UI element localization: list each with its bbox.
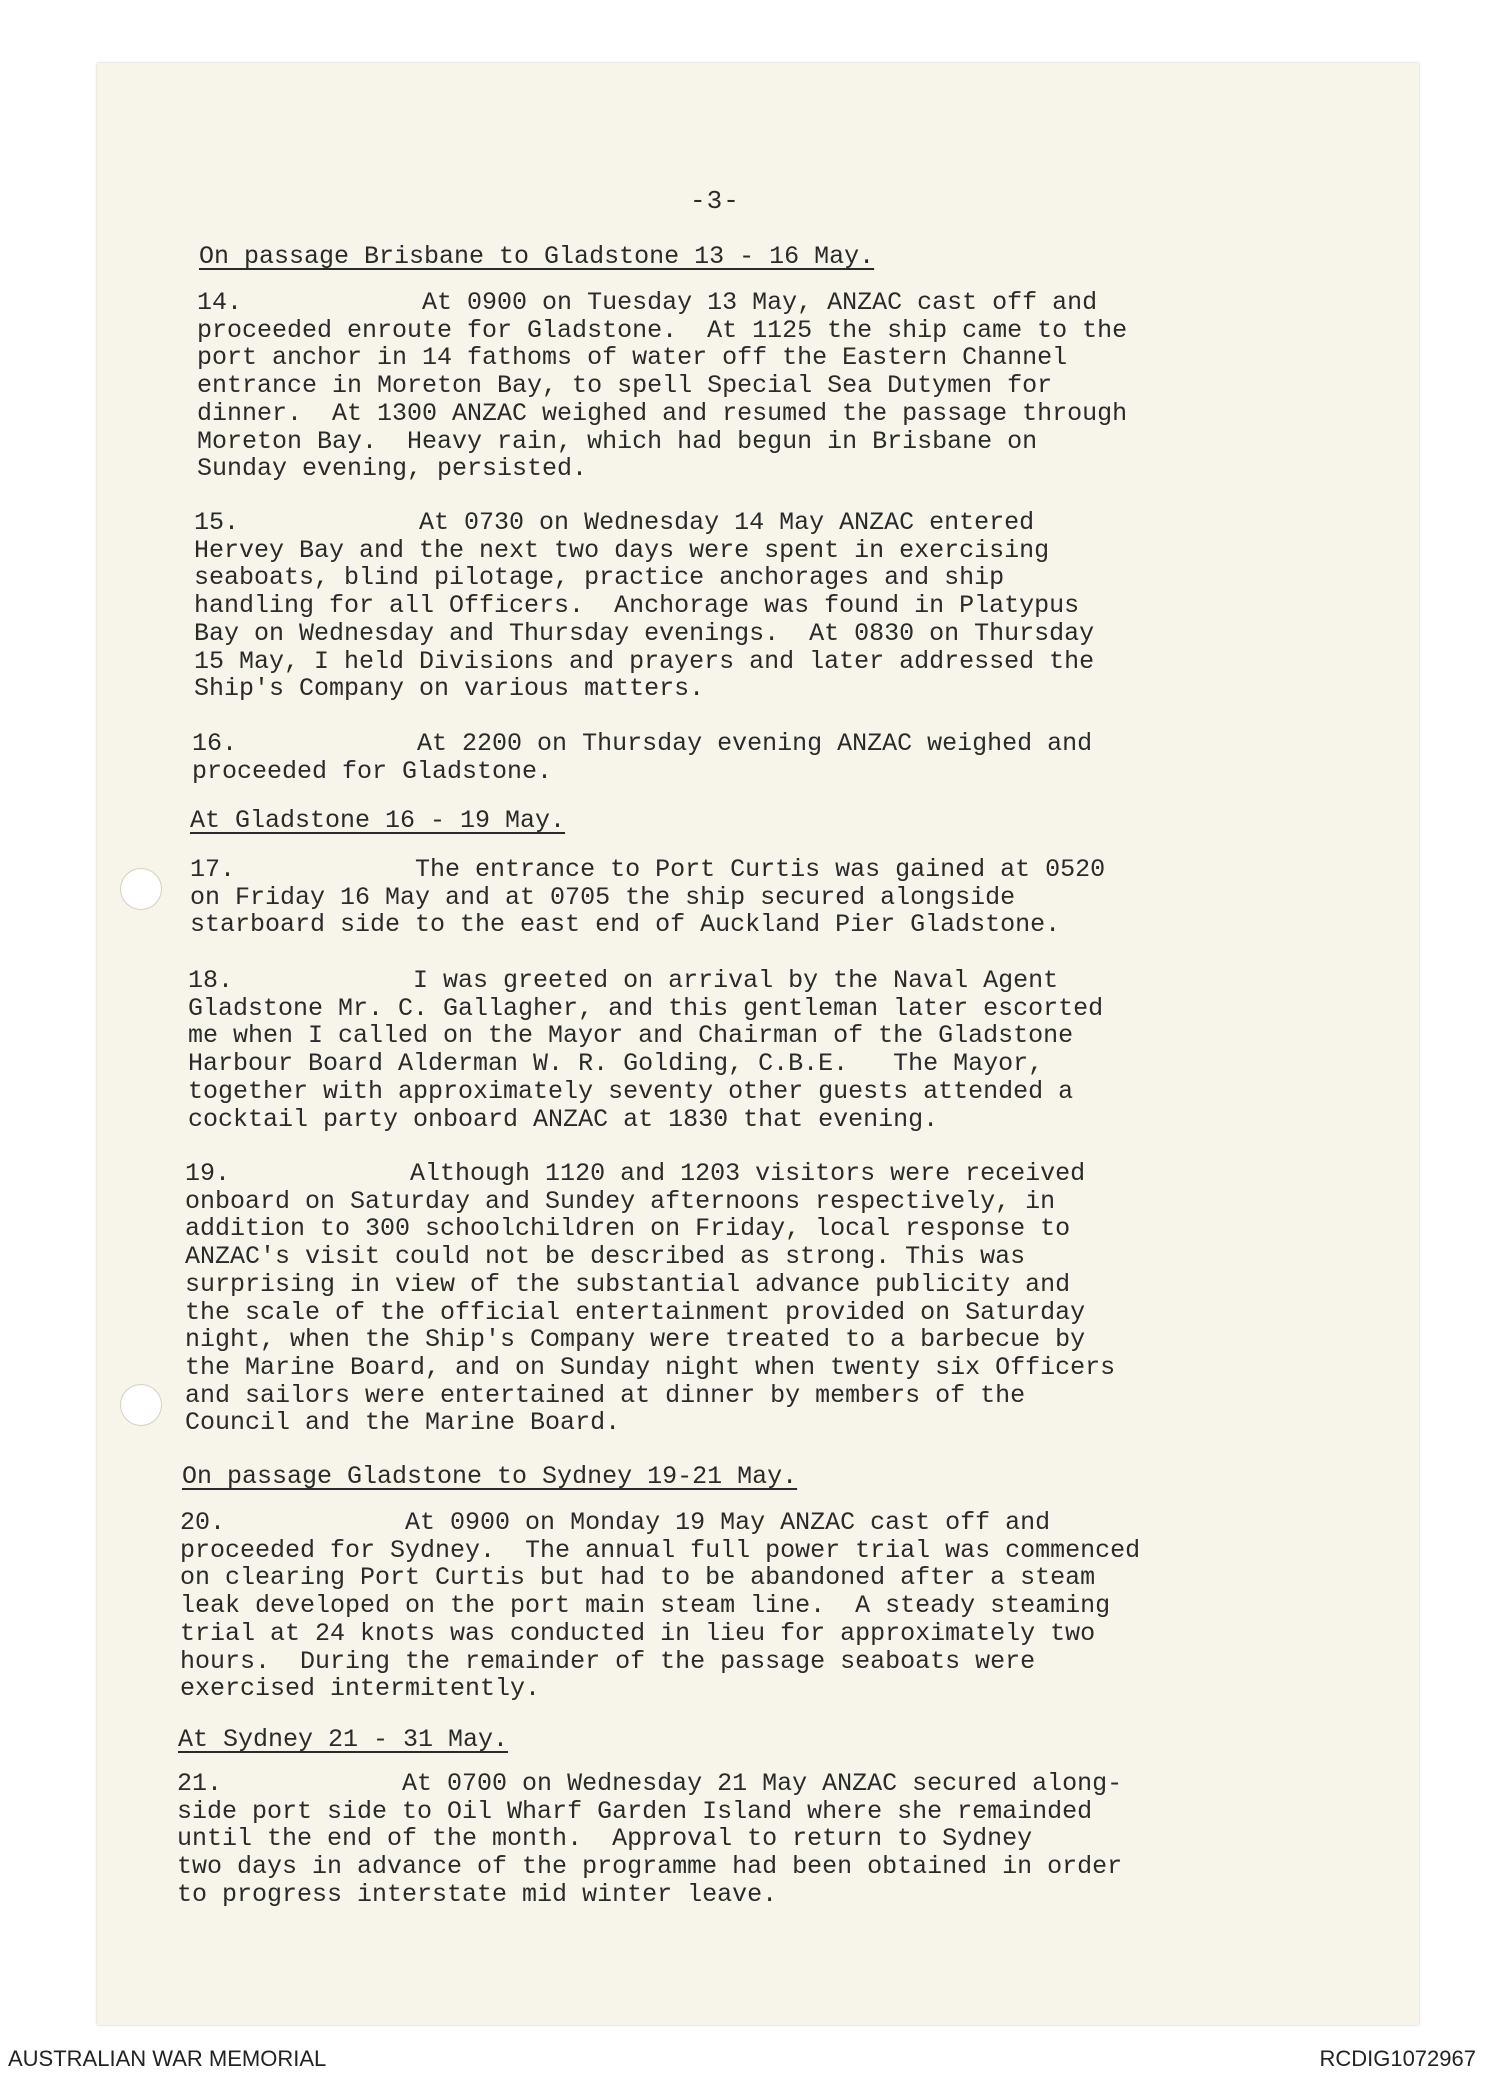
paragraph: 20. At 0900 on Monday 19 May ANZAC cast off and proceeded for Sydney. The annual full power trial was commenced on clearing Port Curtis but had to be abandoned after a steam leak developed on the port main steam line. A steady steaming trial at 24 knots was conducted in lieu for approximately two hours. During the remainder of the passage seaboats were exercised intermitently.: [180, 1508, 1141, 1704]
section-heading: At Sydney 21 - 31 May.: [178, 1725, 509, 1754]
section-heading: On passage Gladstone to Sydney 19-21 May.: [182, 1462, 798, 1491]
section-heading: At Gladstone 16 - 19 May.: [190, 806, 566, 835]
paragraph: 19. Although 1120 and 1203 visitors were received onboard on Saturday and Sundey afternoons respectively, in addition to 300 schoolchildren on Friday, local response to ANZAC's visit could not be described as strong. This was surprising in view of the substantial advance publicity and the scale of the official entertainment provided on Saturday night, when the Ship's Company were treated to a barbecue by the Marine Board, and on Sunday night when twenty six Officers and sailors were entertained at dinner by members of the Council and the Marine Board.: [185, 1159, 1116, 1438]
paragraph: 18. I was greeted on arrival by the Naval Agent Gladstone Mr. C. Gallagher, and this gentleman later escorted me when I called on the Mayor and Chairman of the Gladstone Harbour Board Alderman W. R. Golding, C.B.E. The Mayor, together with approximately seventy other guests attended a cocktail party onboard ANZAC at 1830 that evening.: [188, 966, 1104, 1134]
paragraph: 16. At 2200 on Thursday evening ANZAC weighed and proceeded for Gladstone.: [192, 729, 1093, 786]
punch-hole-upper: [120, 868, 162, 910]
footer-record-id: RCDIG1072967: [1319, 2046, 1476, 2071]
paragraph: 17. The entrance to Port Curtis was gained at 0520 on Friday 16 May and at 0705 the ship secured alongside starboard side to the east end of Auckland Pier Gladstone.: [190, 855, 1106, 940]
paragraph: 15. At 0730 on Wednesday 14 May ANZAC entered Hervey Bay and the next two days were spent in exercising seaboats, blind pilotage, practice anchorages and ship handling for all Officers. Anchorage was found in Platypus Bay on Wednesday and Thursday evenings. At 0830 on Thursday 15 May, I held Divisions and prayers and later addressed the Ship's Company on various matters.: [194, 508, 1095, 704]
footer-archive-name: AUSTRALIAN WAR MEMORIAL: [8, 2046, 327, 2071]
punch-hole-lower: [120, 1384, 162, 1426]
paragraph: 21. At 0700 on Wednesday 21 May ANZAC secured along- side port side to Oil Wharf Garden Island where she remainded until the end of the month. Approval to return to Sydney two days in advance of the programme had been obtained in order to progress interstate mid winter leave.: [177, 1769, 1123, 1909]
page-number: -3-: [690, 186, 740, 216]
section-heading: On passage Brisbane to Gladstone 13 - 16 May.: [199, 242, 875, 271]
paragraph: 14. At 0900 on Tuesday 13 May, ANZAC cast off and proceeded enroute for Gladstone. At 1125 the ship came to the port anchor in 14 fathoms of water off the Eastern Channel entrance in Moreton Bay, to spell Special Sea Dutymen for dinner. At 1300 ANZAC weighed and resumed the passage through Moreton Bay. Heavy rain, which had begun in Brisbane on Sunday evening, persisted.: [197, 288, 1128, 484]
